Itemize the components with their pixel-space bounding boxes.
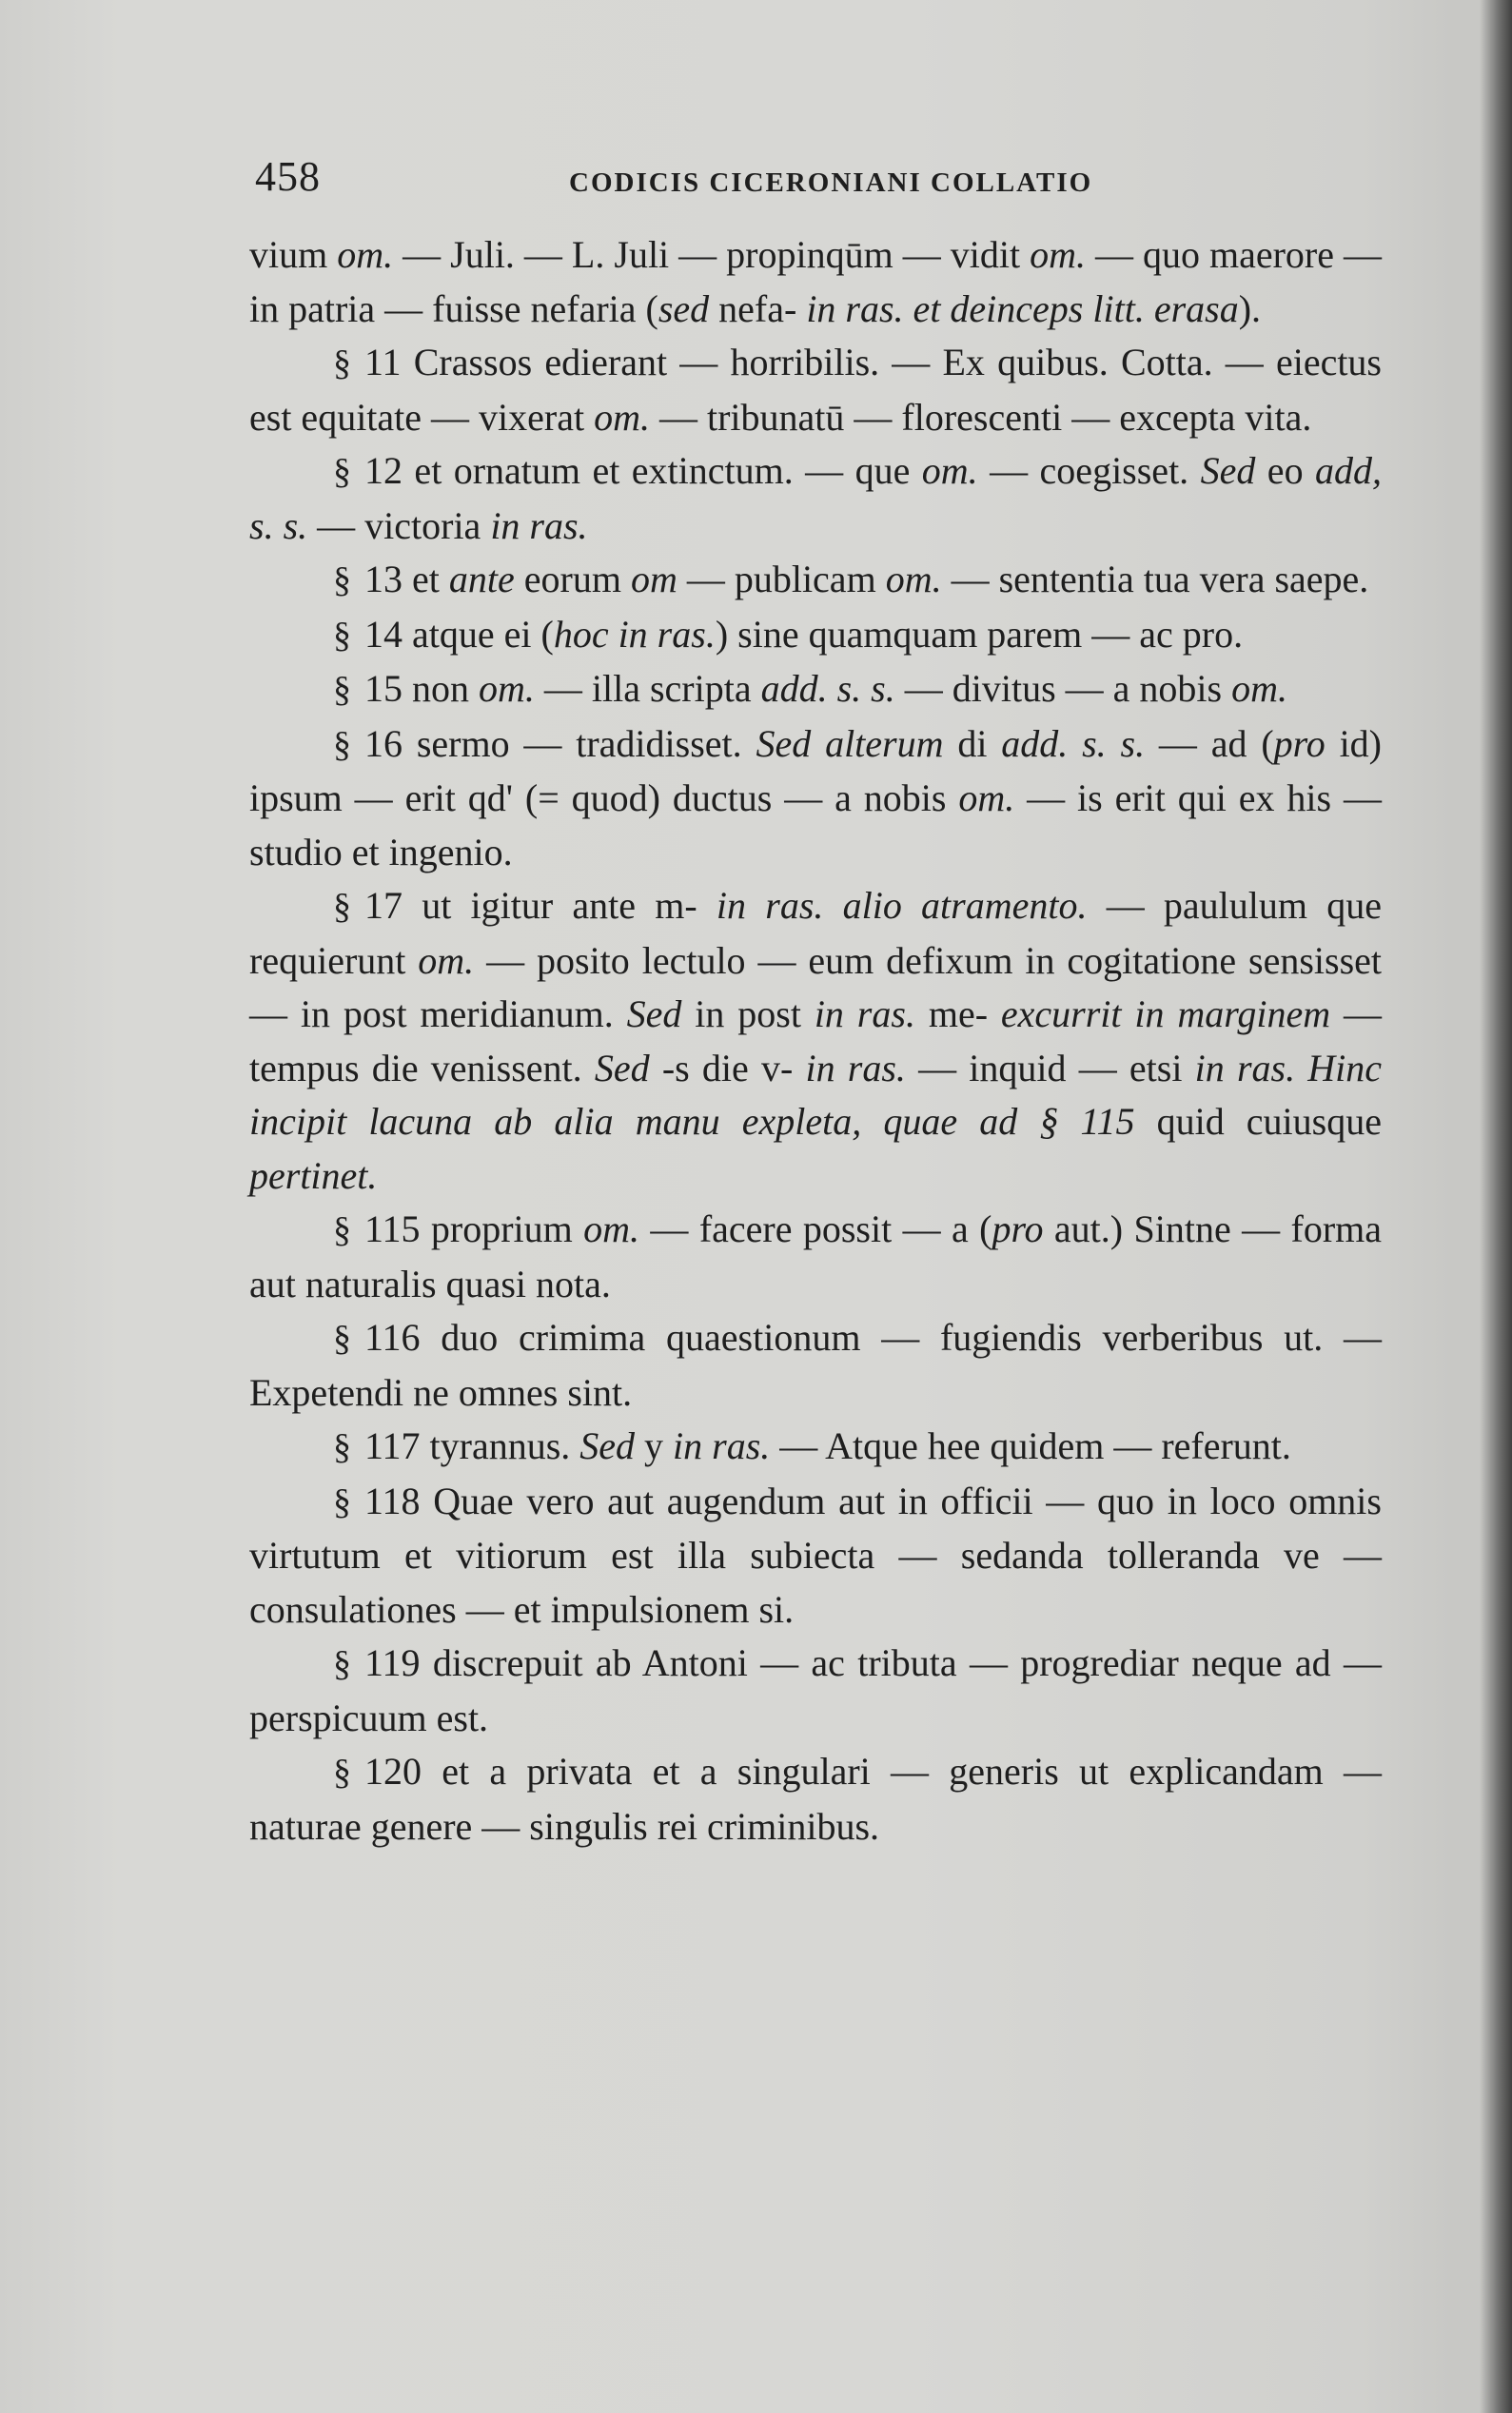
text-segment: y — [635, 1424, 674, 1467]
italic-note: om. — [418, 938, 475, 982]
section-sign: § — [333, 724, 351, 765]
section-sign: § — [333, 1644, 351, 1684]
italic-note: in ras. — [490, 503, 588, 547]
page-edge-shadow — [1480, 0, 1512, 2413]
text-segment: — victoria — [307, 503, 491, 547]
text-segment: — Juli. — L. Juli — propinqūm — vidit — [393, 233, 1031, 276]
text-segment: 119 discrepuit ab Antoni — ac tributa — progrediar neque ad — perspicuum est. — [249, 1641, 1382, 1739]
text-segment: id) ipsum — erit qd' (= quod) ductus — a nobis — [249, 721, 1382, 819]
italic-note: om. — [921, 449, 978, 492]
collation-paragraph — [249, 608, 1382, 663]
collation-paragraph — [249, 1203, 1382, 1311]
italic-note: Sed alterum — [756, 721, 944, 765]
italic-note: om. — [885, 558, 942, 600]
text-segment: -s die v- — [649, 1046, 806, 1089]
text-segment: — tribunatū — florescenti — excepta vita. — [649, 395, 1312, 439]
italic-note: add. s. s. — [1001, 721, 1146, 765]
italic-note: sed — [658, 286, 710, 330]
italic-note: om — [630, 558, 677, 600]
section-sign: § — [333, 615, 351, 656]
italic-note: om. — [583, 1207, 640, 1250]
text-segment: 118 Quae vero aut augendum aut in officii — quo in loco omnis virtutum et vitiorum est illa subiecta — sedanda tolleranda ve — consulationes — et impulsionem si. — [249, 1479, 1382, 1631]
section-sign: § — [333, 1753, 351, 1793]
section-sign: § — [333, 887, 351, 927]
text-segment: 16 sermo — tradidisset. — [364, 721, 756, 765]
italic-note: in ras. — [814, 992, 915, 1035]
italic-note: om. — [594, 395, 650, 439]
text-segment: 13 et — [364, 558, 449, 600]
collation-paragraph — [249, 1745, 1382, 1854]
italic-note: Sed — [579, 1424, 636, 1467]
text-segment: — Atque hee quidem — referunt. — [770, 1424, 1291, 1467]
italic-note: om. — [479, 667, 535, 710]
text-segment: — tempus die venissent. — [249, 992, 1383, 1089]
italic-note: add. s. s. — [760, 667, 895, 710]
running-head: CODICIS CICERONIANI COLLATIO — [569, 167, 1093, 198]
text-segment: 17 ut igitur ante m- — [364, 884, 717, 927]
collation-paragraph — [249, 662, 1382, 717]
page-header — [255, 152, 1378, 209]
section-sign: § — [333, 1319, 351, 1359]
collation-text — [249, 228, 1382, 1854]
collation-paragraph — [249, 1420, 1382, 1475]
text-segment: — publicam — [677, 558, 886, 600]
italic-note: om. — [337, 233, 394, 276]
section-sign: § — [333, 1427, 351, 1467]
text-segment: 120 et a privata et a singulari — generis ut explicandam — naturae genere — singulis rei criminibus. — [249, 1750, 1382, 1848]
text-segment: — is erit qui ex his — studio et ingenio. — [249, 776, 1382, 873]
italic-note: om. — [958, 776, 1015, 819]
text-segment: di — [943, 721, 1002, 765]
italic-note: pro — [1273, 721, 1325, 765]
text-segment: 12 et ornatum et extinctum. — que — [364, 449, 922, 492]
text-segment: in post — [681, 992, 815, 1035]
italic-note: Sed — [1200, 449, 1256, 492]
text-segment: eorum — [514, 558, 631, 600]
text-segment: 14 atque ei ( — [364, 612, 554, 656]
text-segment: ) sine quamquam parem — ac pro. — [715, 612, 1244, 656]
section-sign: § — [333, 343, 351, 383]
text-segment: 117 tyrannus. — [364, 1424, 580, 1467]
text-segment: ). — [1238, 286, 1262, 330]
section-sign: § — [333, 1210, 351, 1250]
page-number: 458 — [255, 153, 321, 200]
text-segment: — coegisset. — [977, 449, 1201, 492]
text-segment: eo — [1255, 449, 1315, 492]
italic-note: in ras. alio atramento. — [716, 884, 1088, 927]
collation-paragraph — [249, 228, 1382, 336]
text-segment: — inquid — etsi — [905, 1046, 1195, 1089]
text-segment: — posito lectulo — eum defixum in cogitatione sensisset — in post meridianum. — [249, 938, 1383, 1035]
italic-note: in ras. et deinceps litt. erasa — [806, 286, 1239, 330]
text-segment: — facere possit — a ( — [639, 1207, 992, 1250]
collation-paragraph — [249, 553, 1382, 608]
text-segment: me- — [914, 992, 1001, 1035]
text-segment: vium — [249, 233, 338, 276]
text-segment: aut.) Sintne — forma aut naturalis quasi nota. — [249, 1207, 1383, 1305]
text-segment: quid cuiusque — [1134, 1100, 1382, 1143]
text-segment: — ad ( — [1145, 721, 1274, 765]
text-segment: — quo maerore — in patria — fuisse nefaria ( — [249, 233, 1383, 330]
italic-note: pertinet. — [249, 1153, 378, 1197]
collation-paragraph — [249, 444, 1382, 553]
section-sign: § — [333, 1481, 351, 1522]
text-segment: 116 duo crimima quaestionum — fugiendis verberibus ut. — Expetendi ne omnes sint. — [249, 1316, 1382, 1414]
collation-paragraph — [249, 1311, 1382, 1420]
text-segment: — sententia tua vera saepe. — [941, 558, 1369, 600]
text-segment: 11 Crassos edierant — horribilis. — Ex quibus. Cotta. — eiectus est equitate — vixerat — [249, 341, 1382, 439]
italic-note: in ras. Hinc incipit lacuna ab alia manu expleta, quae ad § 115 — [249, 1046, 1383, 1143]
italic-note: Sed — [594, 1046, 650, 1089]
section-sign: § — [333, 560, 351, 600]
text-segment: — illa scripta — [534, 667, 761, 710]
italic-note: add, s. s. — [249, 449, 1382, 547]
text-segment: nefa- — [709, 286, 807, 330]
section-sign: § — [333, 452, 351, 492]
italic-note: in ras. — [805, 1046, 906, 1089]
collation-paragraph — [249, 1637, 1382, 1745]
italic-note: in ras. — [673, 1424, 771, 1467]
collation-paragraph — [249, 879, 1382, 1203]
collation-paragraph — [249, 717, 1382, 880]
italic-note: ante — [448, 558, 515, 600]
collation-paragraph — [249, 336, 1382, 444]
text-segment: 115 proprium — [364, 1207, 584, 1250]
italic-note: om. — [1231, 667, 1287, 710]
italic-note: Sed — [626, 992, 682, 1035]
collation-paragraph — [249, 1475, 1382, 1638]
text-segment: — divitus — a nobis — [894, 667, 1232, 710]
section-sign: § — [333, 670, 351, 710]
italic-note: om. — [1030, 233, 1086, 276]
italic-note: excurrit in marginem — [1000, 992, 1331, 1035]
text-segment: — paululum que requierunt — [249, 884, 1382, 982]
italic-note: hoc in ras. — [553, 612, 716, 656]
italic-note: pro — [992, 1207, 1044, 1250]
text-segment: 15 non — [364, 667, 479, 710]
